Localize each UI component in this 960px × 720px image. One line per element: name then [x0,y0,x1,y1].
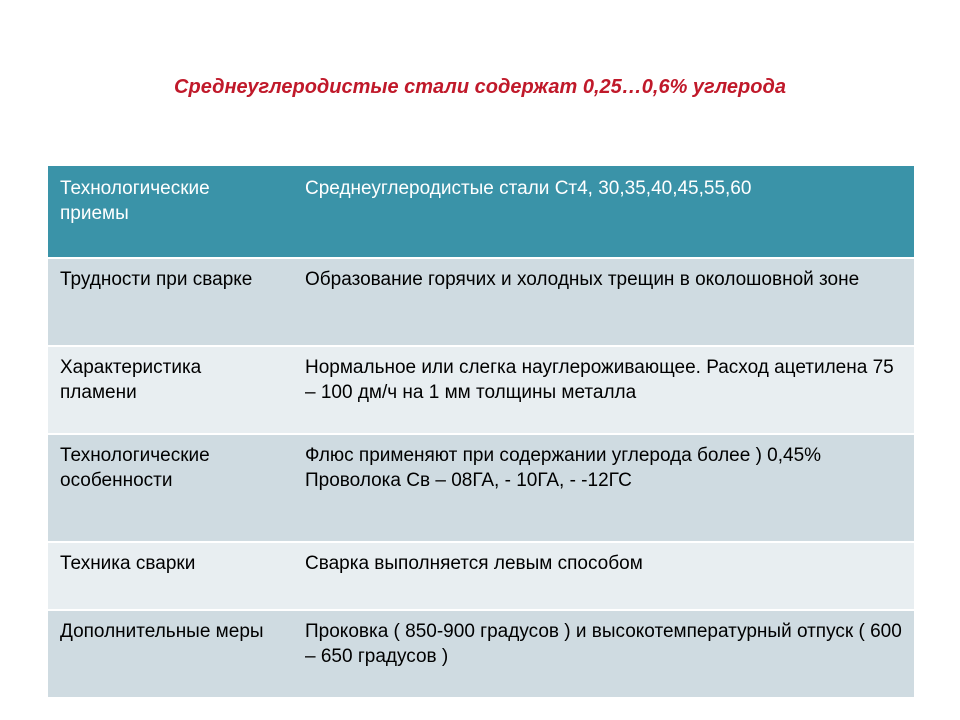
table-header-row [48,166,914,258]
row-value [293,542,914,610]
table-row [48,346,914,434]
row-value-line: Образование горячих и холодных трещин в околошовной зоне [305,269,860,290]
row-label: Дополнительные меры [48,610,293,698]
table-row [48,610,914,698]
row-value-line: Проковка ( 850-900 градусов ) и высокотемпературный отпуск ( 600 – 650 градусов ) [305,621,902,667]
row-value-line: Флюс применяют при содержании углерода более ) 0,45% [305,445,822,466]
header-techniques: Технологические приемы [48,166,293,258]
table-row [48,542,914,610]
row-label: Технологические особенности [48,434,293,542]
slide-title: Среднеуглеродистые стали содержат 0,25…0,6% углерода [174,76,786,98]
row-value [293,610,914,698]
row-value [293,434,914,542]
row-value-line: Проволока Св – 08ГА, - 10ГА, - -12ГС [305,470,632,491]
row-value-line: Нормальное или слегка науглероживающее. Расход ацетилена 75 – 100 дм/ч на 1 мм толщины металла [305,357,894,403]
row-label: Характеристика пламени [48,346,293,434]
table-row [48,434,914,542]
row-value-line: Сварка выполняется левым способом [305,553,643,574]
row-value [293,346,914,434]
row-label: Техника сварки [48,542,293,610]
row-label: Трудности при сварке [48,258,293,346]
table-row [48,258,914,346]
header-medium-carbon-steels: Среднеуглеродистые стали Ст4, 30,35,40,45,55,60 [293,166,914,258]
steel-properties-table [48,166,914,699]
row-value [293,258,914,346]
